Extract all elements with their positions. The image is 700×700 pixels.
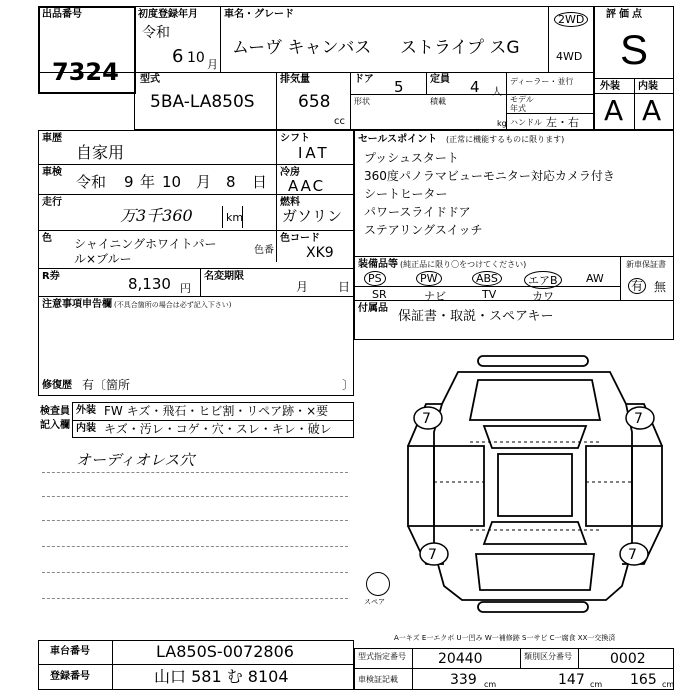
dimension-width: 147	[558, 672, 585, 688]
left-side	[408, 446, 434, 526]
tire-rr: 7	[628, 547, 637, 563]
spare-circle	[366, 572, 390, 596]
windshield	[484, 426, 586, 448]
bottom-right-div2	[520, 648, 521, 668]
model-year-label: モデル年式	[510, 95, 534, 113]
divider-km	[222, 206, 223, 228]
rating-score: S	[620, 26, 649, 73]
rating-exterior-label: 外装	[600, 81, 620, 92]
divider-recycle	[200, 268, 201, 296]
divider-model	[276, 72, 277, 130]
sales-sub: (正常に機能するものに限ります)	[446, 135, 565, 144]
doors-value: 5	[394, 78, 404, 96]
drive-4wd: 4WD	[556, 50, 583, 63]
inspection-year-unit: 年	[140, 173, 156, 191]
sales-item-2: 360度パノラマビューモニター対応カメラ付き	[364, 169, 615, 183]
rear-window	[484, 522, 586, 544]
equip-airbag: エアB	[524, 271, 562, 289]
sales-item-4: パワースライドドア	[364, 205, 471, 219]
row-color-line	[38, 230, 354, 231]
color-code-label: 色コード	[280, 233, 320, 244]
body-outline	[434, 372, 632, 600]
fuel-value: ガソリン	[282, 207, 343, 225]
capacity-label: 定員	[430, 74, 450, 85]
sales-item-5: ステアリングスイッチ	[364, 223, 483, 237]
car-name: ムーヴ キャンバス	[232, 38, 372, 58]
displacement-label: 排気量	[280, 74, 310, 85]
color-value-2: ル×ブルー	[74, 252, 132, 266]
new-warranty-yes: 有	[628, 278, 646, 294]
color-code: XK9	[306, 245, 334, 261]
dimension-length-unit: cm	[484, 680, 497, 689]
plate-value: 山口 581 む 8104	[154, 667, 289, 686]
plate-label: 登録番号	[50, 671, 90, 682]
bottom-right-div1	[412, 648, 413, 690]
registration-month: 10	[187, 50, 205, 66]
handle-label: ハンドル	[510, 118, 542, 127]
note-line-1	[42, 472, 348, 473]
rating-interior-label: 内装	[638, 81, 658, 92]
note-line-2	[42, 496, 348, 497]
lot-number: 7324	[52, 58, 119, 86]
shift-label: シフト	[280, 133, 310, 144]
inspector-row1: FW キズ・飛石・ヒビ割・リペア跡・×要	[104, 404, 329, 418]
designation-label: 型式指定番号	[358, 652, 406, 661]
tire-fr: 7	[634, 411, 643, 427]
divider-doors	[426, 72, 427, 94]
equip-mid	[354, 286, 620, 287]
dimension-length: 339	[450, 672, 477, 688]
inspector-row1-tag: 外装	[76, 405, 96, 416]
load-unit: kg	[497, 119, 507, 128]
model-label: 型式	[140, 74, 160, 85]
diagram-legend: A一キズ E一エクボ U一凹み W一補修跡 S一サビ C一腐食 XX一交換済	[394, 634, 616, 642]
left-doors	[434, 446, 484, 526]
recycle-label: R券	[42, 271, 60, 282]
extras-value: 保証書・取説・スペアキー	[398, 309, 554, 324]
divider-km2	[242, 206, 243, 228]
classification-label: 類別区分番号	[524, 652, 572, 661]
capacity-value: 4	[470, 78, 480, 96]
registration-month-unit: 月	[207, 58, 218, 71]
right-side	[632, 446, 662, 526]
front-bumper	[478, 356, 588, 366]
equipment-label: 装備品等	[358, 259, 398, 270]
rating-interior: A	[642, 94, 662, 127]
inspection-month-unit: 月	[196, 173, 212, 191]
inspection-day: 8	[226, 173, 236, 191]
car-label: 車名・グレード	[224, 9, 294, 20]
inspector-label-bottom: 記入欄	[40, 420, 70, 431]
recycle-value: 8,130	[128, 275, 171, 293]
bottom-left-mid	[38, 664, 354, 665]
displacement-value: 658	[298, 92, 331, 112]
equip-divider	[620, 256, 621, 300]
inspection-month: 10	[162, 173, 182, 191]
car-diagram	[400, 350, 672, 622]
repair-value: 有〔箇所	[82, 378, 131, 392]
rear-bumper	[478, 602, 588, 612]
roof	[498, 454, 572, 516]
handle-value: 左・右	[546, 116, 579, 129]
divider-drive	[548, 6, 549, 72]
color-value-1: シャイニングホワイトパー	[74, 237, 217, 251]
model-value: 5BA-LA850S	[150, 92, 255, 112]
notes-sub: (不具合箇所の場合は必ず記入下さい)	[114, 301, 232, 309]
registration-label: 初度登録年月	[138, 9, 198, 20]
name-change-month-unit: 月	[296, 280, 309, 294]
chassis-label: 車台番号	[50, 646, 90, 657]
equip-line	[354, 256, 674, 257]
inspection-label: 車検	[42, 167, 62, 178]
rating-label: 評価点	[606, 9, 645, 20]
aircon-value: AAC	[288, 177, 326, 195]
equip-abs: ABS	[472, 271, 502, 286]
handwritten-note: オーディオレス穴	[76, 451, 195, 469]
note-line-4	[42, 546, 348, 547]
dimension-height: 165	[630, 672, 657, 688]
sales-label: セールスポイント	[358, 134, 438, 145]
repair-close: 〕	[342, 378, 355, 392]
equip-sr: SR	[372, 288, 387, 301]
bottom-right-div3	[578, 648, 579, 668]
row2b-line	[350, 94, 594, 95]
inspector-row2-tag: 内装	[76, 423, 96, 434]
note-line-3	[42, 520, 348, 521]
right-doors	[586, 446, 632, 526]
equip-leather: カワ	[532, 290, 554, 303]
spare-label: スペア	[364, 598, 385, 606]
divider-reg	[220, 6, 221, 72]
dimensions-label: 車検証記載	[358, 675, 398, 684]
dimension-width-unit: cm	[590, 680, 603, 689]
row-notes-line	[38, 296, 354, 297]
extras-line	[354, 300, 674, 301]
rating-center	[634, 78, 635, 130]
inspector-row2: キズ・汚レ・コゲ・穴・スレ・キレ・破レ	[104, 422, 332, 436]
load-label: 積載	[430, 97, 446, 106]
note-line-5	[42, 572, 348, 573]
shape-label: 形状	[354, 97, 370, 106]
designation-value: 20440	[438, 651, 483, 667]
history-label: 車歴	[42, 133, 62, 144]
name-change-day-unit: 日	[338, 280, 351, 294]
rating-exterior: A	[604, 94, 624, 127]
inspection-year: 9	[124, 173, 134, 191]
hood	[470, 380, 600, 420]
equip-navi: ナビ	[424, 290, 446, 303]
equip-pw: PW	[416, 271, 442, 286]
capacity-unit: 人	[492, 87, 502, 98]
chassis-value: LA850S-0072806	[156, 642, 294, 661]
car-grade: ストライプ スG	[400, 38, 520, 58]
equip-tv: TV	[482, 288, 497, 301]
mileage-label: 走行	[42, 197, 62, 208]
equip-aw: AW	[586, 272, 604, 285]
history-value: 自家用	[76, 143, 125, 162]
mileage-unit: km	[226, 211, 244, 224]
sales-item-3: シートヒーター	[364, 187, 448, 201]
mileage-value: 万3千360	[120, 206, 193, 225]
inspection-day-unit: 日	[252, 173, 268, 191]
new-warranty-label: 新車保証書	[626, 260, 666, 269]
row2-line	[38, 72, 594, 73]
fuel-label: 燃料	[280, 197, 300, 208]
aircon-label: 冷房	[280, 167, 300, 178]
row-mileage-line	[38, 194, 354, 195]
name-change-label: 名変期限	[204, 271, 244, 282]
drive-2wd: 2WD	[554, 12, 588, 27]
bottom-left-div	[112, 640, 113, 690]
new-warranty-no: 無	[654, 280, 667, 294]
inspection-era: 令和	[76, 173, 107, 191]
row-inspect-line	[38, 164, 354, 165]
bottom-right-mid	[354, 668, 674, 669]
displacement-unit: cc	[334, 116, 345, 127]
registration-year: 6	[172, 46, 184, 67]
equipment-sub: (純正品に限り〇をつけてください)	[400, 260, 527, 269]
hatch	[476, 554, 594, 590]
extras-label: 付属品	[358, 303, 388, 314]
inspector-label-top: 検査員	[40, 406, 70, 417]
divider-history	[276, 130, 277, 262]
classification-value: 0002	[610, 651, 646, 667]
tire-rl: 7	[428, 547, 437, 563]
dimension-height-unit: cm	[662, 680, 675, 689]
color-side-label: 色番	[254, 245, 274, 256]
lot-label: 出品番号	[42, 9, 82, 20]
registration-era: 令和	[142, 25, 170, 41]
dealer-label: ディーラー・並行	[510, 77, 574, 86]
tire-fl: 7	[422, 411, 431, 427]
sales-item-1: プッシュスタート	[364, 151, 459, 165]
shift-value: IAT	[298, 144, 330, 162]
color-label: 色	[42, 233, 52, 244]
equip-ps: PS	[364, 271, 386, 286]
row-recycle-line	[38, 268, 354, 269]
doors-label: ドア	[354, 74, 374, 85]
note-line-6	[42, 598, 348, 599]
recycle-unit: 円	[180, 282, 191, 295]
repair-label: 修復歴	[42, 380, 72, 391]
divider-disp	[350, 72, 351, 130]
notes-label: 注意事項申告欄	[42, 299, 112, 310]
